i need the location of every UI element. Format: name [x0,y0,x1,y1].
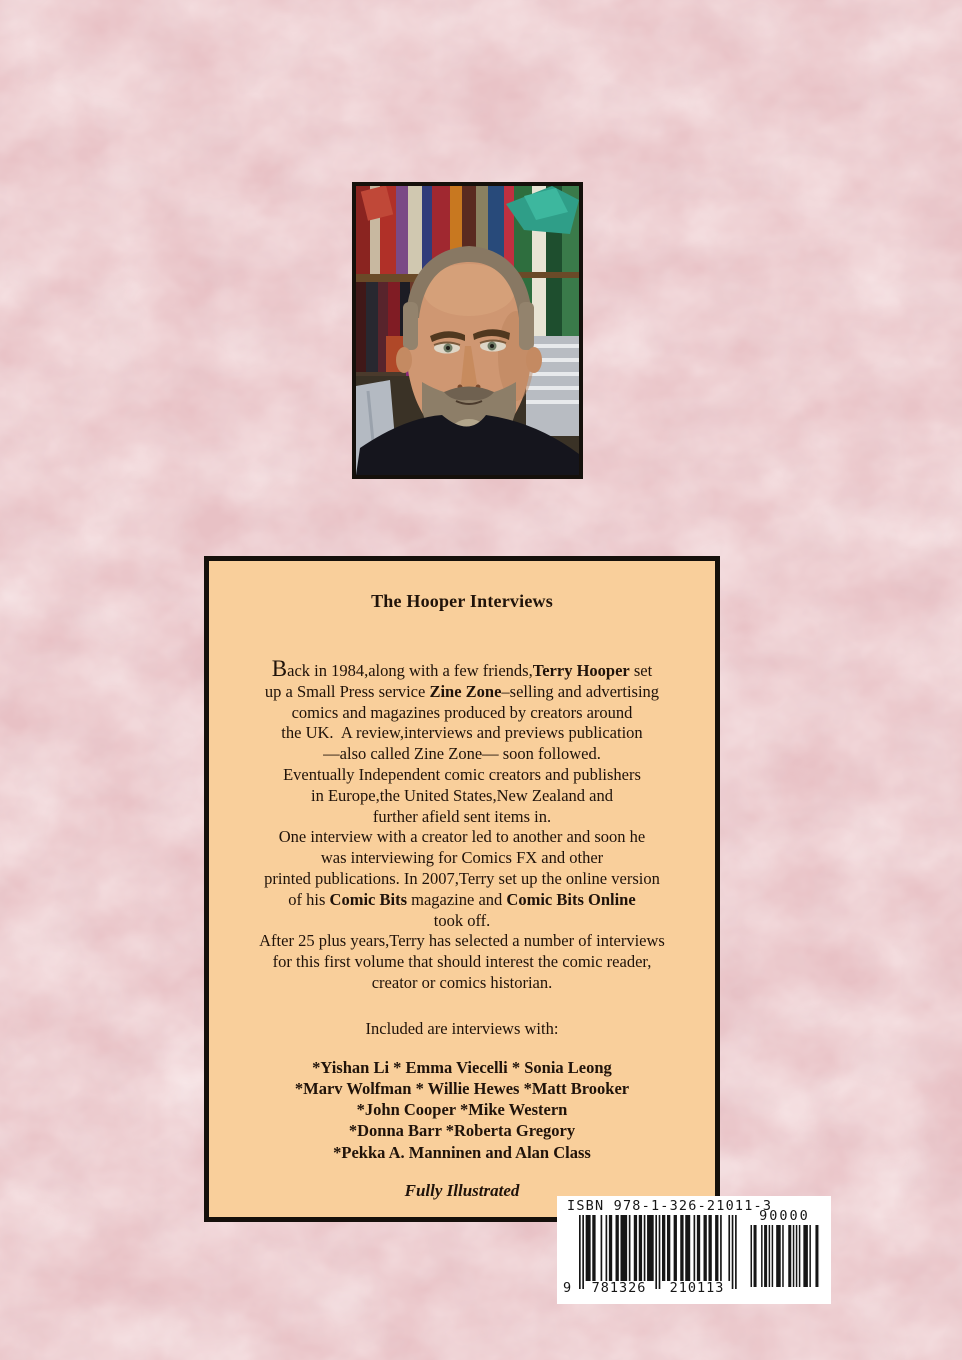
interviewee-names-line: *John Cooper *Mike Western [356,1100,568,1120]
blurb-line: printed publications. In 2007,Terry set up the online version [264,868,660,888]
blurb-line: —also called Zine Zone— soon followed. [323,744,601,764]
blurb-line: creator or comics historian. [371,972,553,992]
blurb-line: comics and magazines produced by creators around [291,702,633,722]
blurb-line: further afield sent items in. [372,806,552,826]
blurb-line: Eventually Independent comic creators and publishers [283,764,641,784]
blurb-line: of his Comic Bits magazine and Comic Bits Online [288,889,636,909]
blurb-panel [204,556,720,1222]
blurb-line: took off. [433,910,491,930]
blurb-line: the UK. A review,interviews and previews publication [281,723,643,743]
blurb-line: was interviewing for Comics FX and other [320,848,604,868]
isbn-text: ISBN 978-1-326-21011-3 [567,1198,773,1214]
fully-illustrated-note: Fully Illustrated [404,1180,520,1200]
interviewee-names-line: *Pekka A. Manninen and Alan Class [333,1142,591,1162]
blurb-line: Back in 1984,along with a few friends,Terry Hooper set [271,656,653,681]
price-code-text: 90000 [759,1208,810,1224]
blurb-paragraph [209,657,715,994]
blurb-line: for this first volume that should interest the comic reader, [272,952,652,972]
interviewee-names-list [209,1057,715,1163]
blurb-line: After 25 plus years,Terry has selected a number of interviews [259,931,665,951]
blurb-line: One interview with a creator led to another and soon he [278,827,646,847]
book-title: The Hooper Interviews [371,591,553,611]
blurb-line: in Europe,the United States,New Zealand and [311,785,613,805]
barcode-digits-right: 210113 [669,1280,725,1296]
ean5-addon-barcode [749,1225,820,1287]
portrait-illustration [356,186,579,475]
interviewee-names-line: *Marv Wolfman * Willie Hewes *Matt Brooker [294,1078,630,1098]
interviewee-names-line: *Yishan Li * Emma Viecelli * Sonia Leong [312,1057,612,1077]
barcode-digit-first: 9 [563,1280,572,1296]
barcode-label [557,1196,831,1304]
included-heading: Included are interviews with: [365,1018,559,1038]
interviewee-names-line: *Donna Barr *Roberta Gregory [348,1121,576,1141]
author-portrait-photo [352,182,583,479]
barcode-digits-left: 781326 [591,1280,647,1296]
blurb-line: up a Small Press service Zine Zone–selling and advertising [264,681,660,701]
